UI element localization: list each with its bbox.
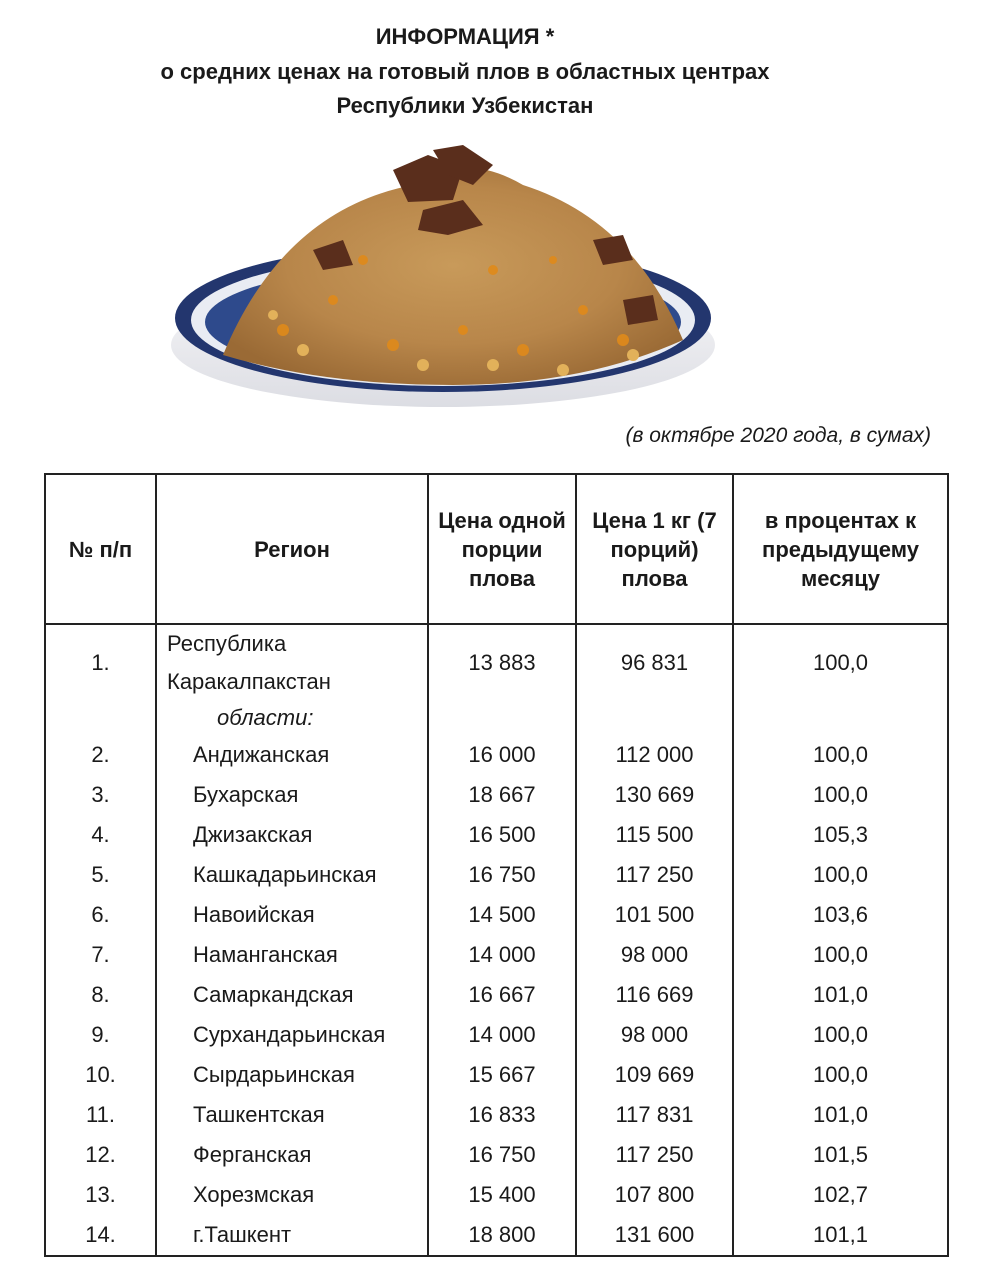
row-region: Бухарская	[156, 775, 428, 815]
plov-dish-image	[163, 140, 723, 420]
row-portion-price: 16 000	[428, 735, 576, 775]
row-kg-price: 117 250	[576, 1135, 733, 1175]
row-number: 13.	[45, 1175, 156, 1215]
row-percent: 103,6	[733, 895, 948, 935]
row-portion-price: 16 500	[428, 815, 576, 855]
row-number: 7.	[45, 935, 156, 975]
table-header-row	[45, 474, 948, 624]
subheading-row	[45, 701, 948, 735]
row-portion-price: 16 667	[428, 975, 576, 1015]
row-region: Сурхандарьинская	[156, 1015, 428, 1055]
col-portion-price-header: Цена одной порции плова	[428, 474, 576, 624]
row-portion-price: 15 667	[428, 1055, 576, 1095]
row-number: 2.	[45, 735, 156, 775]
row-portion-price: 14 000	[428, 935, 576, 975]
row-kg-price: 109 669	[576, 1055, 733, 1095]
row-number: 12.	[45, 1135, 156, 1175]
row-percent: 101,5	[733, 1135, 948, 1175]
row-kg-price: 131 600	[576, 1215, 733, 1256]
row-percent: 105,3	[733, 815, 948, 855]
row-region: Ферганская	[156, 1135, 428, 1175]
row-number: 8.	[45, 975, 156, 1015]
table-row	[45, 895, 948, 935]
table-row	[45, 855, 948, 895]
row-number: 11.	[45, 1095, 156, 1135]
row-kg-price: 101 500	[576, 895, 733, 935]
row-percent: 100,0	[733, 775, 948, 815]
row-region: Хорезмская	[156, 1175, 428, 1215]
row-region: г.Ташкент	[156, 1215, 428, 1256]
row-kg-price: 96 831	[576, 624, 733, 701]
row-percent: 101,0	[733, 975, 948, 1015]
row-kg-price: 130 669	[576, 775, 733, 815]
row-number: 10.	[45, 1055, 156, 1095]
table-row	[45, 815, 948, 855]
col-kg-price-header: Цена 1 кг (7 порций) плова	[576, 474, 733, 624]
row-percent: 101,1	[733, 1215, 948, 1256]
table-row	[45, 1215, 948, 1256]
row-region: Сырдарьинская	[156, 1055, 428, 1095]
row-percent: 102,7	[733, 1175, 948, 1215]
row-number: 4.	[45, 815, 156, 855]
row-region: Джизакская	[156, 815, 428, 855]
row-kg-price: 117 831	[576, 1095, 733, 1135]
row-percent: 100,0	[733, 855, 948, 895]
row-portion-price: 14 500	[428, 895, 576, 935]
row-kg-price: 116 669	[576, 975, 733, 1015]
col-region-header: Регион	[156, 474, 428, 624]
page-subtitle: о средних ценах на готовый плов в областных центрах	[160, 59, 770, 84]
row-number: 14.	[45, 1215, 156, 1256]
row-region: Самаркандская	[156, 975, 428, 1015]
row-number: 9.	[45, 1015, 156, 1055]
table-row	[45, 1175, 948, 1215]
row-portion-price: 16 833	[428, 1095, 576, 1135]
row-kg-price: 112 000	[576, 735, 733, 775]
row-region: Андижанская	[156, 735, 428, 775]
table-row	[45, 624, 948, 701]
page-title: ИНФОРМАЦИЯ *	[375, 24, 555, 49]
table-row	[45, 975, 948, 1015]
table-row	[45, 1015, 948, 1055]
row-percent: 101,0	[733, 1095, 948, 1135]
row-kg-price: 107 800	[576, 1175, 733, 1215]
row-portion-price: 16 750	[428, 1135, 576, 1175]
row-region: Наманганская	[156, 935, 428, 975]
row-region: Навоийская	[156, 895, 428, 935]
row-percent: 100,0	[733, 1055, 948, 1095]
page-subtitle-country: Республики Узбекистан	[336, 93, 594, 118]
row-kg-price: 117 250	[576, 855, 733, 895]
col-number-header: № п/п	[45, 474, 156, 624]
row-percent: 100,0	[733, 1015, 948, 1055]
row-portion-price: 13 883	[428, 624, 576, 701]
row-portion-price: 15 400	[428, 1175, 576, 1215]
row-portion-price: 14 000	[428, 1015, 576, 1055]
row-percent: 100,0	[733, 735, 948, 775]
row-region: Республика Каракалпакстан	[156, 624, 428, 701]
table-row	[45, 935, 948, 975]
row-number: 3.	[45, 775, 156, 815]
row-portion-price: 16 750	[428, 855, 576, 895]
table-row	[45, 1135, 948, 1175]
row-percent: 100,0	[733, 624, 948, 701]
row-region: Ташкентская	[156, 1095, 428, 1135]
table-row	[45, 1055, 948, 1095]
row-kg-price: 98 000	[576, 935, 733, 975]
row-kg-price: 98 000	[576, 1015, 733, 1055]
table-row	[45, 775, 948, 815]
table-row	[45, 1095, 948, 1135]
row-kg-price: 115 500	[576, 815, 733, 855]
col-percent-header: в процентах к предыдущему месяцу	[733, 474, 948, 624]
row-number: 5.	[45, 855, 156, 895]
row-number: 6.	[45, 895, 156, 935]
row-portion-price: 18 800	[428, 1215, 576, 1256]
table-row	[45, 735, 948, 775]
row-number: 1.	[45, 624, 156, 701]
row-region: Кашкадарьинская	[156, 855, 428, 895]
row-portion-price: 18 667	[428, 775, 576, 815]
unit-note: (в октябре 2020 года, в сумах)	[625, 424, 931, 447]
row-percent: 100,0	[733, 935, 948, 975]
price-table	[44, 473, 949, 1257]
regions-subheading: области:	[156, 701, 428, 735]
